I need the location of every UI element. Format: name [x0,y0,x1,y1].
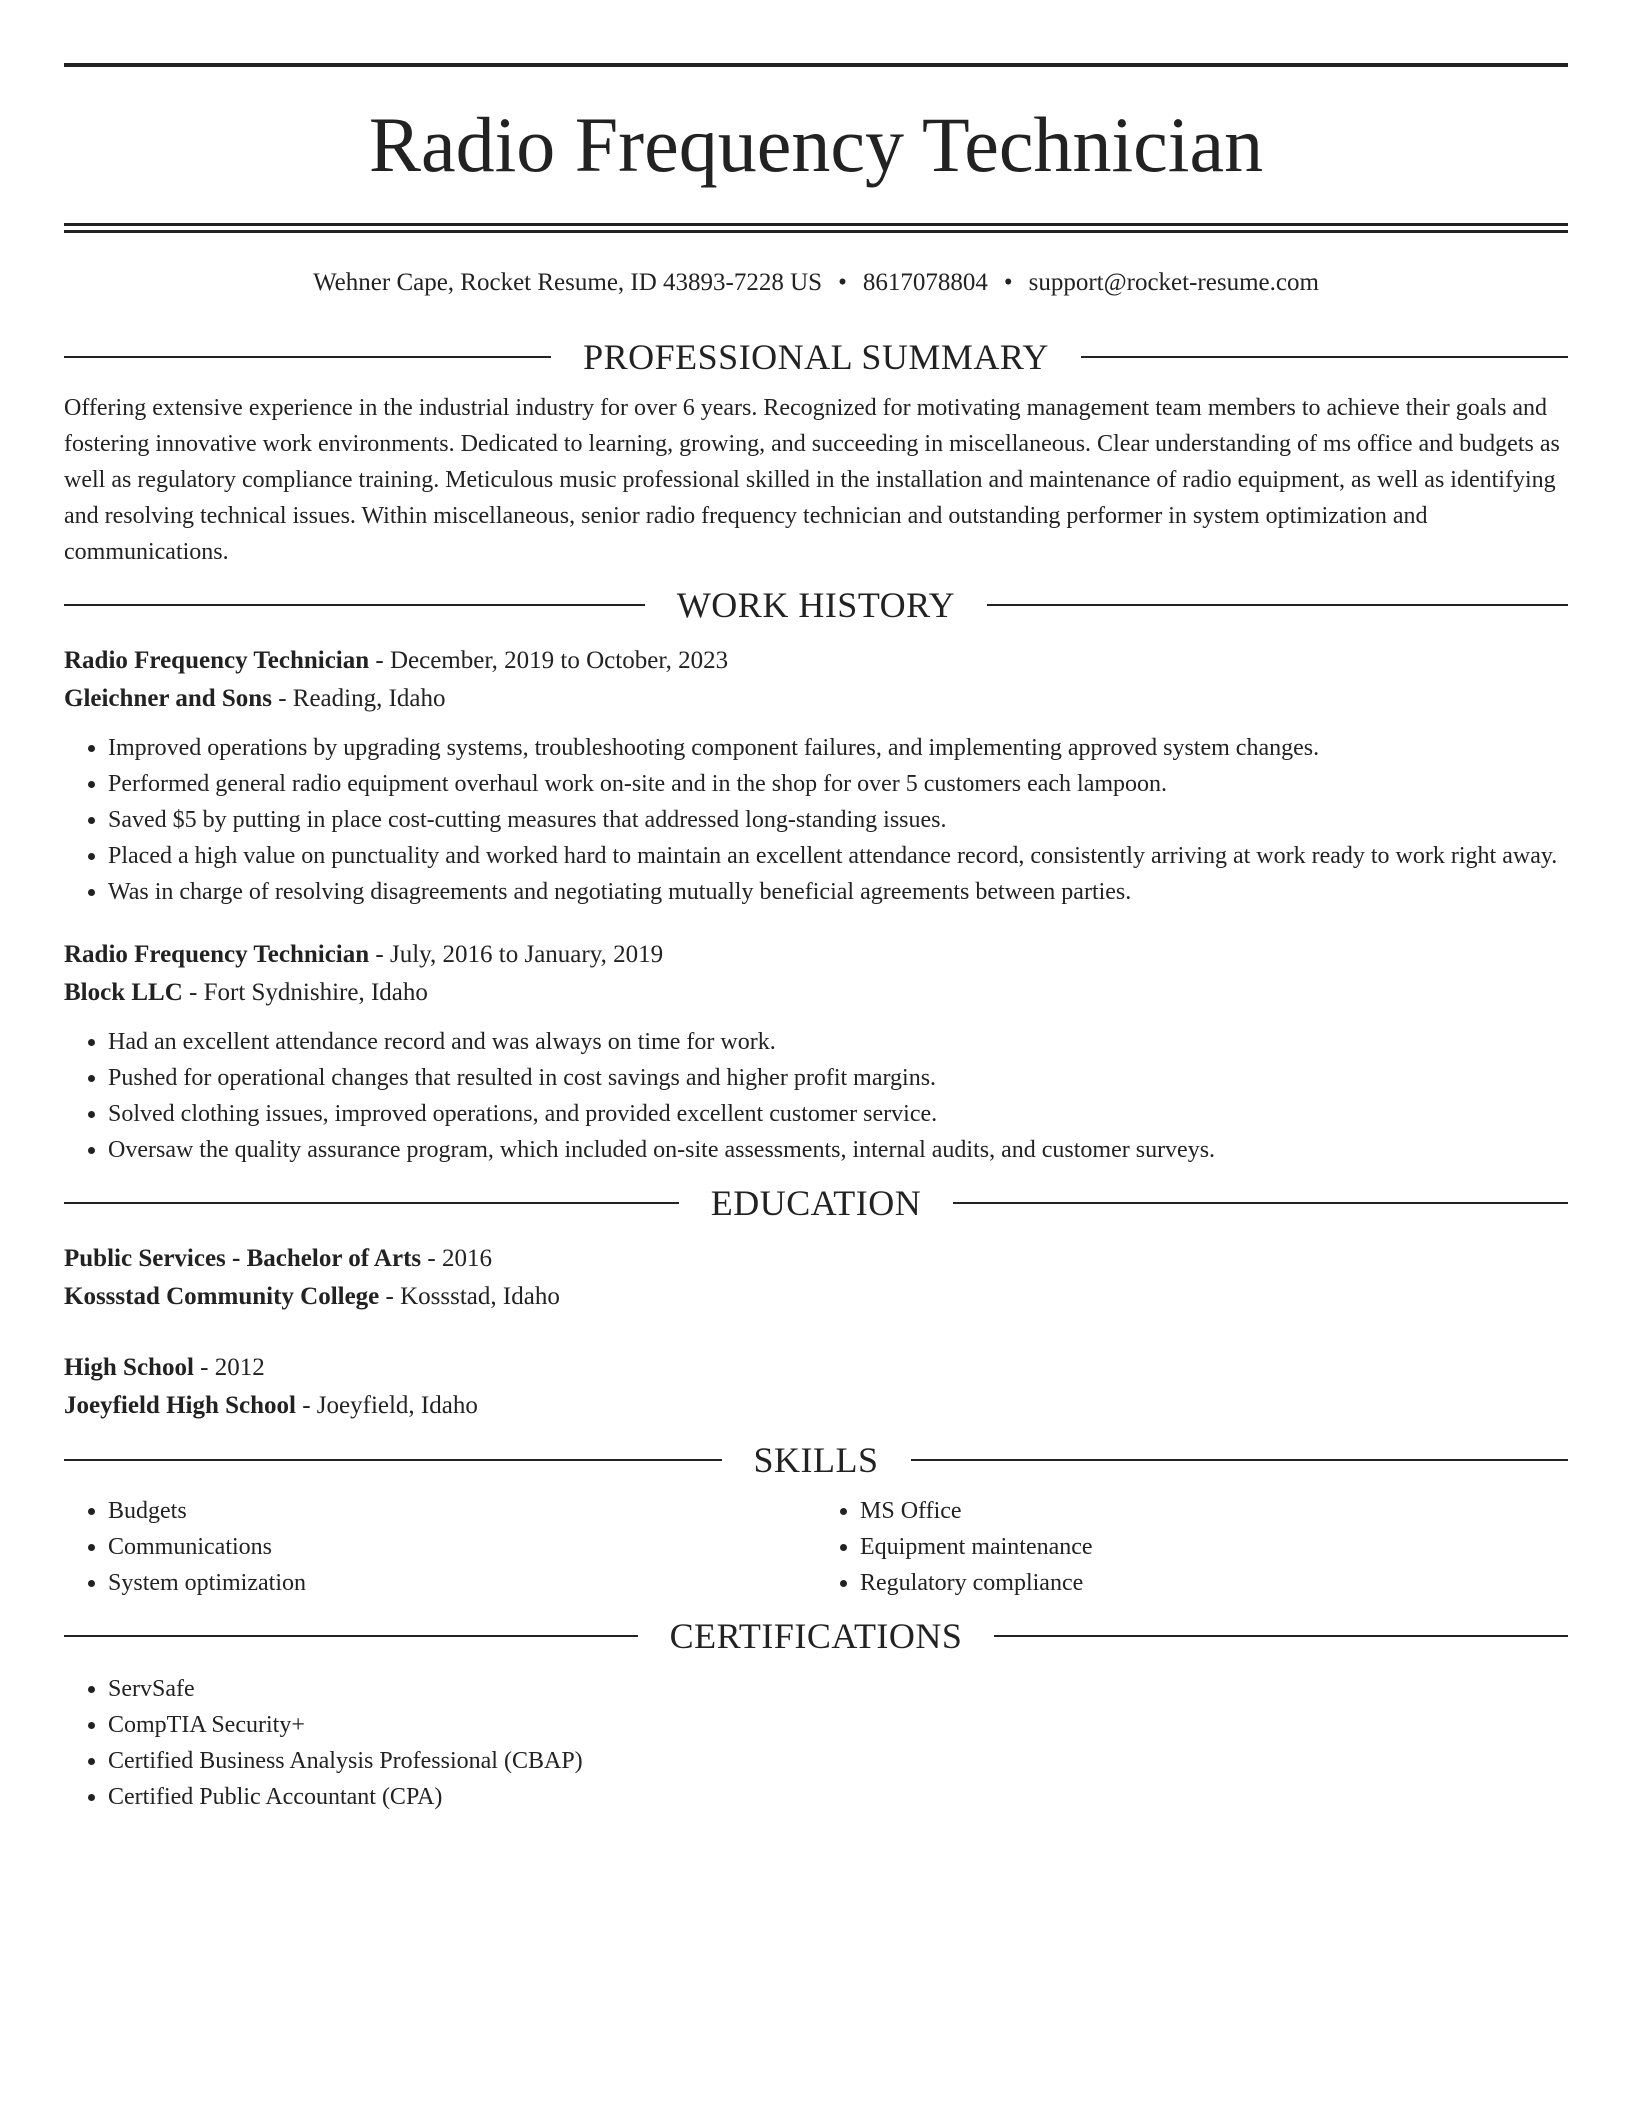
job-bullets [64,1024,1568,1168]
summary-text: Offering extensive experience in the industrial industry for over 6 years. Recognized for motivating management team members to achieve their goals and fostering innovative work environments. Dedicated to learning, growing, and succeeding in miscellaneous. Clear understanding of ms office and budgets as well as regulatory compliance training. Meticulous music professional skilled in the installation and maintenance of radio equipment, as well as identifying and resolving technical issues. Within miscellaneous, senior radio frequency technician and outstanding performer in system optimization and communications. [64,395,1560,565]
degree-line [64,1240,1568,1278]
job-bullet: • Improved operations by upgrading systems, troubleshooting component failures, and implementing approved system changes. [108,730,1568,766]
certifications-heading [64,1611,1568,1661]
top-rule [64,63,1568,67]
heading-rule-left [64,1459,722,1461]
heading-rule-left [64,1202,679,1204]
section-title: EDUCATION [710,1183,922,1223]
contact-email[interactable]: support@rocket-resume.com [1028,269,1319,296]
contact-separator: • [838,269,847,296]
school-line [64,1387,1568,1425]
education-heading [64,1178,1568,1228]
skill-item: • MS Office [860,1493,1568,1529]
skills-column-right [816,1493,1568,1601]
skill-item: • System optimization [108,1565,816,1601]
job-entry [64,936,1568,1168]
job-company: Block LLC [64,979,183,1006]
job-title: Radio Frequency Technician [64,647,370,674]
heading-rule-right [987,604,1568,606]
section-title: WORK HISTORY [676,585,956,625]
degree: High School [64,1354,194,1381]
job-bullet: • Was in charge of resolving disagreements and negotiating mutually beneficial agreements between parties. [108,874,1568,910]
job-bullet: • Pushed for operational changes that resulted in cost savings and higher profit margins. [108,1060,1568,1096]
certification-item: • Certified Public Accountant (CPA) [108,1779,1568,1815]
job-dates: - July, 2016 to January, 2019 [369,941,664,968]
job-title-line [64,936,1568,974]
skills-list [64,1493,1568,1601]
job-bullet: • Solved clothing issues, improved operations, and provided excellent customer service. [108,1096,1568,1132]
skills-column-left [64,1493,816,1601]
contact-line [64,266,1568,300]
job-bullet: • Had an excellent attendance record and was always on time for work. [108,1024,1568,1060]
contact-separator: • [1003,269,1013,296]
degree: Public Services - Bachelor of Arts [64,1245,422,1272]
skill-item: • Communications [108,1529,816,1565]
heading-rule-right [953,1202,1568,1204]
school: Joeyfield High School [64,1392,296,1419]
school: Kossstad Community College [64,1283,380,1310]
heading-rule-left [64,1635,638,1637]
certification-item: • ServSafe [108,1671,1568,1707]
job-dates: - December, 2019 to October, 2023 [369,647,729,674]
degree-year: - 2016 [421,1245,492,1272]
job-bullet: • Placed a high value on punctuality and worked hard to maintain an excellent attendance record, consistently arriving at work ready to work right away. [108,838,1568,874]
section-title: CERTIFICATIONS [669,1616,963,1656]
job-title: Radio Frequency Technician [64,941,370,968]
job-company: Gleichner and Sons [64,685,272,712]
certification-item: • CompTIA Security+ [108,1707,1568,1743]
contact-phone: 8617078804 [862,269,988,296]
heading-rule-right [994,1635,1568,1637]
certifications-list [64,1671,1568,1815]
double-rule [64,223,1568,233]
work-heading [64,580,1568,630]
job-bullet: • Saved $5 by putting in place cost-cutting measures that addressed long-standing issues. [108,802,1568,838]
skill-item: • Regulatory compliance [860,1565,1568,1601]
job-bullet: • Oversaw the quality assurance program, which included on-site assessments, internal audits, and customer surveys. [108,1132,1568,1168]
job-company-line [64,680,1568,718]
education-entry [64,1349,1568,1425]
contact-address: Wehner Cape, Rocket Resume, ID 43893-7228 US [313,269,823,296]
degree-year: - 2012 [193,1354,265,1381]
heading-rule-left [64,356,551,358]
school-line [64,1278,1568,1316]
section-title: PROFESSIONAL SUMMARY [583,337,1049,377]
job-company-line [64,974,1568,1012]
job-entry [64,642,1568,910]
skill-item: • Budgets [108,1493,816,1529]
section-title: SKILLS [753,1440,879,1480]
job-title-line [64,642,1568,680]
skills-heading [64,1435,1568,1485]
certification-item: • Certified Business Analysis Professional (CBAP) [108,1743,1568,1779]
job-location: - Fort Sydnishire, Idaho [182,979,428,1006]
heading-rule-left [64,604,645,606]
job-bullets [64,730,1568,910]
job-location: - Reading, Idaho [271,685,446,712]
school-location: - Kossstad, Idaho [379,1283,560,1310]
heading-rule-right [911,1459,1569,1461]
school-location: - Joeyfield, Idaho [295,1392,478,1419]
education-entry [64,1240,1568,1316]
heading-rule-right [1081,356,1568,358]
degree-line [64,1349,1568,1387]
skill-item: • Equipment maintenance [860,1529,1568,1565]
summary-heading [64,332,1568,382]
resume-name: Radio Frequency Technician [368,101,1264,188]
job-bullet: • Performed general radio equipment overhaul work on-site and in the shop for over 5 customers each lampoon. [108,766,1568,802]
